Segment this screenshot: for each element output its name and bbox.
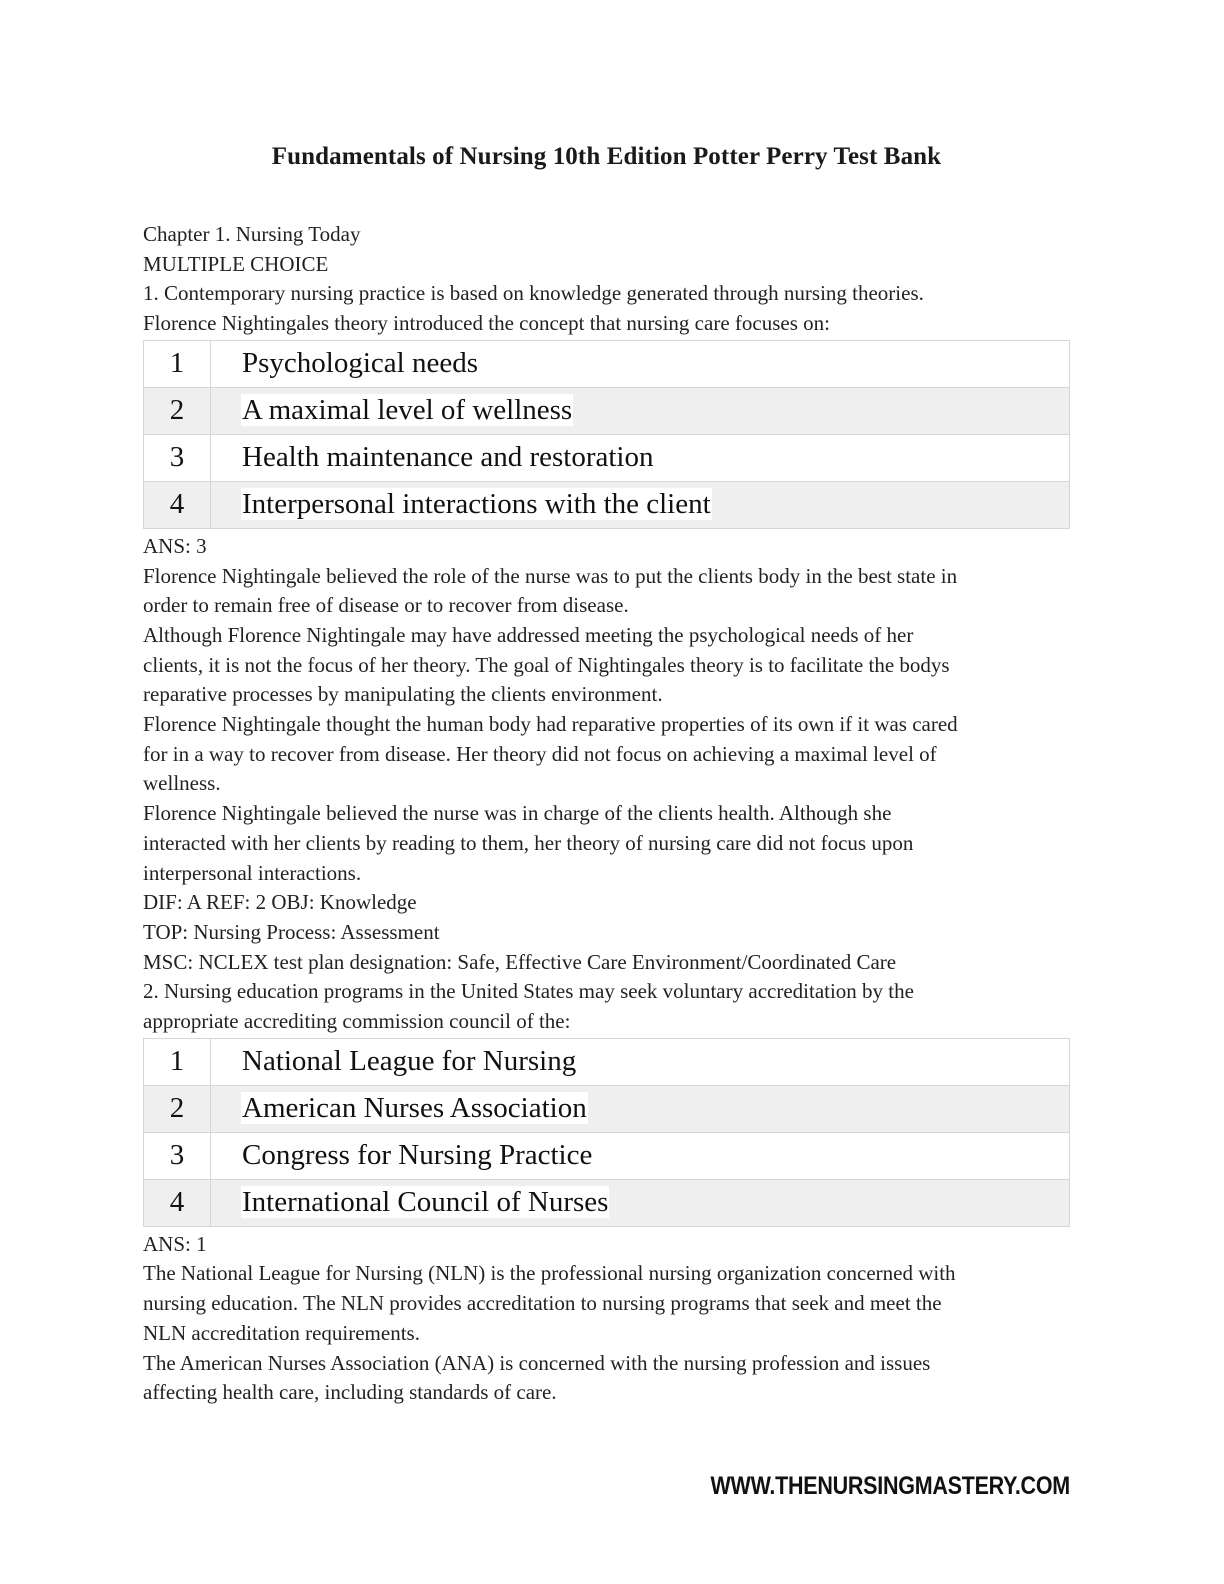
option-text: Psychological needs	[242, 347, 478, 380]
rationale-line: Florence Nightingale believed the role of the nurse was to put the clients body in the best state in	[143, 563, 958, 588]
rationale-line: Although Florence Nightingale may have addressed meeting the psychological needs of her	[143, 622, 914, 647]
answer-option-row	[144, 481, 1070, 528]
option-number: 2	[144, 387, 211, 434]
option-number: 3	[144, 1132, 211, 1179]
answer-option-row	[144, 387, 1070, 434]
rationale-line: order to remain free of disease or to recover from disease.	[143, 593, 629, 618]
option-number: 3	[144, 434, 211, 481]
answer-key: ANS: 3	[143, 533, 207, 558]
rationale-line: The American Nurses Association (ANA) is concerned with the nursing profession and issues	[143, 1350, 931, 1375]
answer-option-row	[144, 1085, 1070, 1132]
option-text-cell	[211, 434, 1070, 481]
section-heading: MULTIPLE CHOICE	[143, 251, 329, 276]
option-number: 4	[144, 481, 211, 528]
question-meta-line: MSC: NCLEX test plan designation: Safe, Effective Care Environment/Coordinated Care	[143, 949, 897, 974]
option-number: 1	[144, 340, 211, 387]
option-text: Health maintenance and restoration	[242, 441, 654, 474]
question-stem-line: Florence Nightingales theory introduced the concept that nursing care focuses on:	[143, 311, 830, 336]
rationale-line: Florence Nightingale believed the nurse was in charge of the clients health. Although she	[143, 801, 892, 826]
question-stem-line: appropriate accrediting commission council of the:	[143, 1009, 571, 1034]
answer-option-row	[144, 1132, 1070, 1179]
option-text-cell	[211, 1085, 1070, 1132]
option-text: International Council of Nurses	[242, 1186, 609, 1219]
question-1	[143, 279, 1070, 977]
rationale-line: affecting health care, including standards of care.	[143, 1380, 557, 1405]
rationale-line: reparative processes by manipulating the clients environment.	[143, 682, 663, 707]
chapter-heading: Chapter 1. Nursing Today	[143, 222, 361, 246]
option-text-cell	[211, 481, 1070, 528]
document-title: Fundamentals of Nursing 10th Edition Potter Perry Test Bank	[271, 143, 942, 170]
option-text-cell	[211, 387, 1070, 434]
option-number: 2	[144, 1085, 211, 1132]
answer-options-table	[143, 1038, 1070, 1227]
answer-option-row	[144, 434, 1070, 481]
rationale-line: NLN accreditation requirements.	[143, 1320, 420, 1345]
rationale-line: nursing education. The NLN provides accreditation to nursing programs that seek and meet the	[143, 1291, 942, 1316]
option-text: American Nurses Association	[242, 1092, 587, 1125]
rationale-line: The National League for Nursing (NLN) is the professional nursing organization concerned with	[143, 1261, 956, 1286]
option-text-cell	[211, 1179, 1070, 1226]
answer-options-table	[143, 340, 1070, 529]
option-number: 1	[144, 1038, 211, 1085]
question-2	[143, 977, 1070, 1408]
option-text-cell	[211, 340, 1070, 387]
footer-website-url: WWW.THENURSINGMASTERY.COM	[710, 1472, 1070, 1500]
option-number: 4	[144, 1179, 211, 1226]
document-page	[143, 140, 1070, 1408]
answer-option-row	[144, 1038, 1070, 1085]
option-text: A maximal level of wellness	[242, 394, 573, 427]
rationale-line: for in a way to recover from disease. Her theory did not focus on achieving a maximal level of	[143, 741, 937, 766]
option-text: National League for Nursing	[242, 1045, 577, 1078]
question-stem-line: 2. Nursing education programs in the United States may seek voluntary accreditation by the	[143, 979, 914, 1004]
rationale-line: interacted with her clients by reading to them, her theory of nursing care did not focus upon	[143, 830, 914, 855]
rationale-line: Florence Nightingale thought the human body had reparative properties of its own if it was cared	[143, 712, 958, 737]
rationale-line: interpersonal interactions.	[143, 860, 362, 885]
rationale-line: clients, it is not the focus of her theory. The goal of Nightingales theory is to facilitate the bodys	[143, 652, 950, 677]
answer-option-row	[144, 1179, 1070, 1226]
answer-key: ANS: 1	[143, 1231, 207, 1256]
question-meta-line: DIF: A REF: 2 OBJ: Knowledge	[143, 890, 417, 915]
question-meta-line: TOP: Nursing Process: Assessment	[143, 919, 440, 944]
answer-option-row	[144, 340, 1070, 387]
option-text: Interpersonal interactions with the client	[242, 488, 711, 521]
question-stem-line: 1. Contemporary nursing practice is based on knowledge generated through nursing theories.	[143, 281, 924, 306]
rationale-line: wellness.	[143, 771, 221, 796]
option-text-cell	[211, 1132, 1070, 1179]
option-text: Congress for Nursing Practice	[242, 1139, 593, 1172]
option-text-cell	[211, 1038, 1070, 1085]
